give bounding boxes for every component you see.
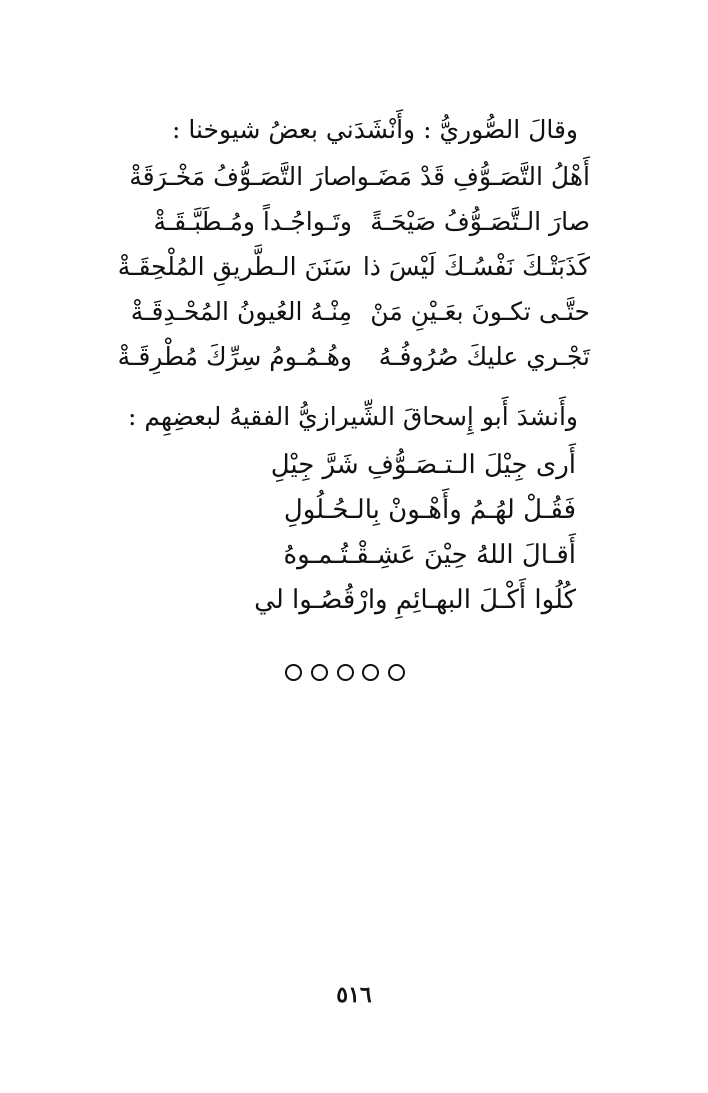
poem-2	[116, 450, 576, 630]
page-number: ٥١٦	[336, 982, 372, 1008]
circle-icon	[311, 664, 328, 681]
circle-icon	[388, 664, 405, 681]
couplet	[120, 207, 590, 252]
intro-line-1: وقالَ الصُّوريُّ : وأَنْشَدَني بعضُ شيوخنا :	[172, 115, 578, 144]
verse-line: أَرى جِيْلَ الـتـصَـوُّفِ شَرَّ جِيْلِ	[270, 450, 576, 480]
first-hemistich: أَهْلُ التَّصَـوُّفِ قَدْ مَضَـوا	[349, 162, 590, 191]
first-hemistich: حتَّـى تكـونَ بعَـيْنِ مَنْ	[370, 297, 590, 326]
circle-icon	[285, 664, 302, 681]
section-divider-ornament	[285, 664, 405, 681]
first-hemistich: كَذَبَتْـكَ نَفْسُـكَ لَيْسَ ذا	[362, 252, 590, 281]
couplet	[120, 297, 590, 342]
verse-line: فَقُـلْ لهُـمُ وأَهْـونْ بِالـحُـلُولِ	[283, 495, 576, 525]
couplet	[120, 162, 590, 207]
verse-line: كُلُوا أَكْـلَ البهـائِمِ وارْقُصُـوا لي	[254, 585, 576, 615]
circle-icon	[337, 664, 354, 681]
verse-line: أَقـالَ اللهُ حِيْنَ عَشِـقْـتُـمـوهُ	[283, 540, 576, 570]
second-hemistich: وهُـمُـومُ سِرِّكَ مُطْرِقَـةْ	[117, 342, 352, 371]
second-hemistich: وتَـواجُـداً ومُـطَبَّـقَـةْ	[153, 207, 352, 236]
first-hemistich: تَجْـري عليكَ صُرُوفُـهُ	[378, 342, 590, 371]
second-hemistich: مِنْـهُ العُيونُ المُحْـدِقَـةْ	[130, 297, 352, 326]
poem-1	[117, 162, 590, 387]
couplet	[117, 252, 590, 297]
intro-line-2: وأَنشدَ أَبو إِسحاقَ الشِّيرازيُّ الفقيهُ لبعضِهِم :	[127, 402, 578, 431]
second-hemistich: سَنَنَ الـطَّريقِ المُلْحِقَـةْ	[117, 252, 352, 281]
circle-icon	[362, 664, 379, 681]
couplet	[117, 342, 590, 387]
second-hemistich: صارَ التَّصَـوُّفُ مَخْـرَقَةْ	[129, 162, 352, 191]
first-hemistich: صارَ الـتَّصَـوُّفُ صَيْحَـةً	[370, 207, 590, 236]
